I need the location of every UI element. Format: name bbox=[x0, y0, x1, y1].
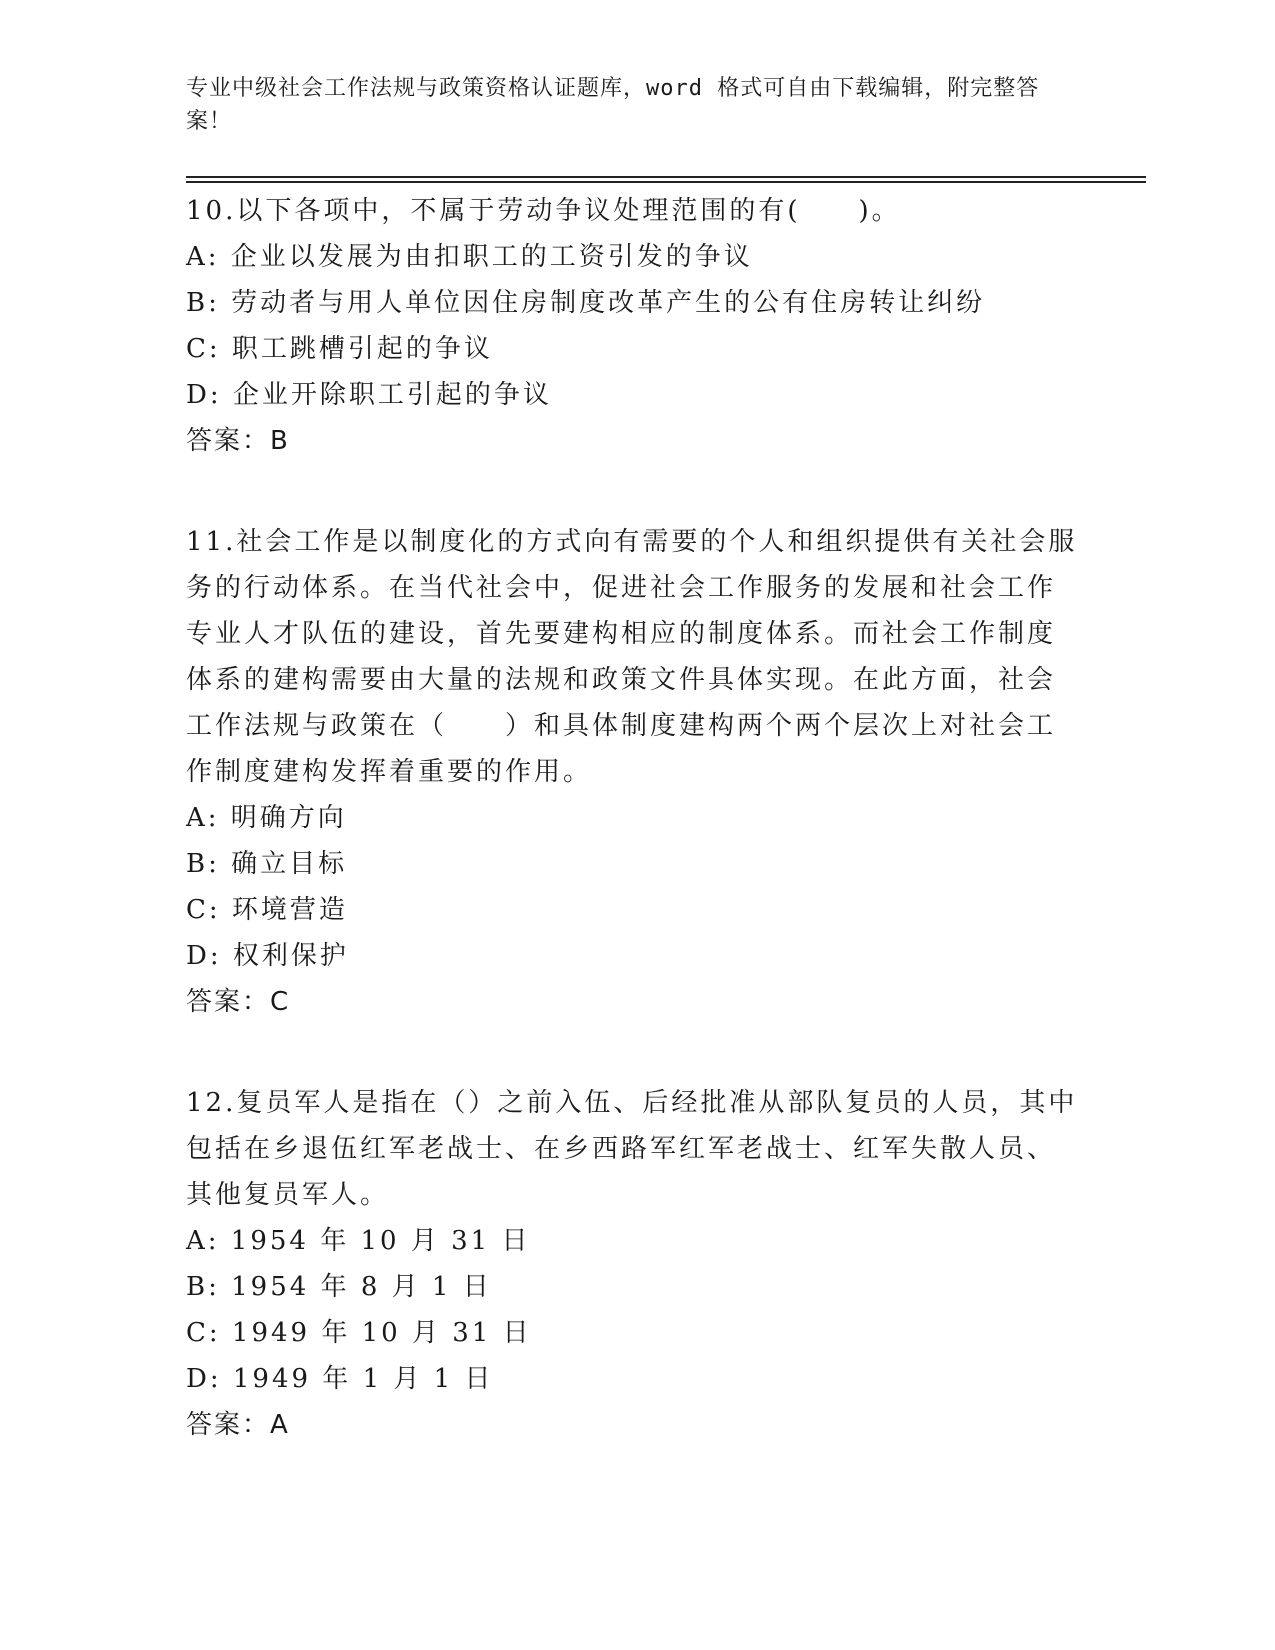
option-d: D: 权利保护 bbox=[186, 941, 349, 971]
option-d: D: 1949 年 1 月 1 日 bbox=[186, 1364, 494, 1394]
question-stem: 10.以下各项中，不属于劳动争议处理范围的有( )。 bbox=[186, 196, 901, 226]
answer-line: 答案：B bbox=[186, 426, 290, 456]
question-stem-line: 其他复员军人。 bbox=[186, 1180, 390, 1210]
option-b: B: 确立目标 bbox=[186, 849, 348, 879]
question-stem-line: 体系的建构需要由大量的法规和政策文件具体实现。在此方面，社会 bbox=[186, 665, 1057, 695]
question-stem-line: 务的行动体系。在当代社会中，促进社会工作服务的发展和社会工作 bbox=[186, 573, 1057, 603]
option-c: C: 1949 年 10 月 31 日 bbox=[186, 1318, 532, 1348]
answer-line: 答案：A bbox=[186, 1410, 290, 1440]
header-divider-top bbox=[186, 176, 1146, 178]
option-c: C: 职工跳槽引起的争议 bbox=[186, 334, 493, 364]
option-a: A: 明确方向 bbox=[186, 803, 347, 833]
option-a: A: 企业以发展为由扣职工的工资引发的争议 bbox=[186, 242, 753, 272]
question-10 bbox=[186, 188, 1086, 464]
option-c: C: 环境营造 bbox=[186, 895, 348, 925]
option-a: A: 1954 年 10 月 31 日 bbox=[186, 1226, 531, 1256]
question-11 bbox=[186, 519, 1086, 1025]
question-stem-line: 包括在乡退伍红军老战士、在乡西路军红军老战士、红军失散人员、 bbox=[186, 1134, 1057, 1164]
question-12 bbox=[186, 1080, 1086, 1448]
question-list bbox=[186, 188, 1086, 1448]
question-stem-line: 专业人才队伍的建设，首先要建构相应的制度体系。而社会工作制度 bbox=[186, 619, 1057, 649]
question-stem-line: 工作法规与政策在（ ）和具体制度建构两个两个层次上对社会工 bbox=[186, 711, 1057, 741]
option-b: B: 劳动者与用人单位因住房制度改革产生的公有住房转让纠纷 bbox=[186, 288, 986, 318]
option-d: D: 企业开除职工引起的争议 bbox=[186, 380, 552, 410]
question-stem-line: 11.社会工作是以制度化的方式向有需要的个人和组织提供有关社会服 bbox=[186, 527, 1078, 557]
header-text: 专业中级社会工作法规与政策资格认证题库，word 格式可自由下载编辑，附完整答案！ bbox=[186, 76, 1040, 134]
document-header bbox=[186, 72, 1066, 138]
option-b: B: 1954 年 8 月 1 日 bbox=[186, 1272, 492, 1302]
header-divider-bottom bbox=[186, 181, 1146, 183]
question-stem-line: 作制度建构发挥着重要的作用。 bbox=[186, 757, 593, 787]
answer-line: 答案：C bbox=[186, 987, 291, 1017]
question-stem-line: 12.复员军人是指在（）之前入伍、后经批准从部队复员的人员，其中 bbox=[186, 1088, 1078, 1118]
